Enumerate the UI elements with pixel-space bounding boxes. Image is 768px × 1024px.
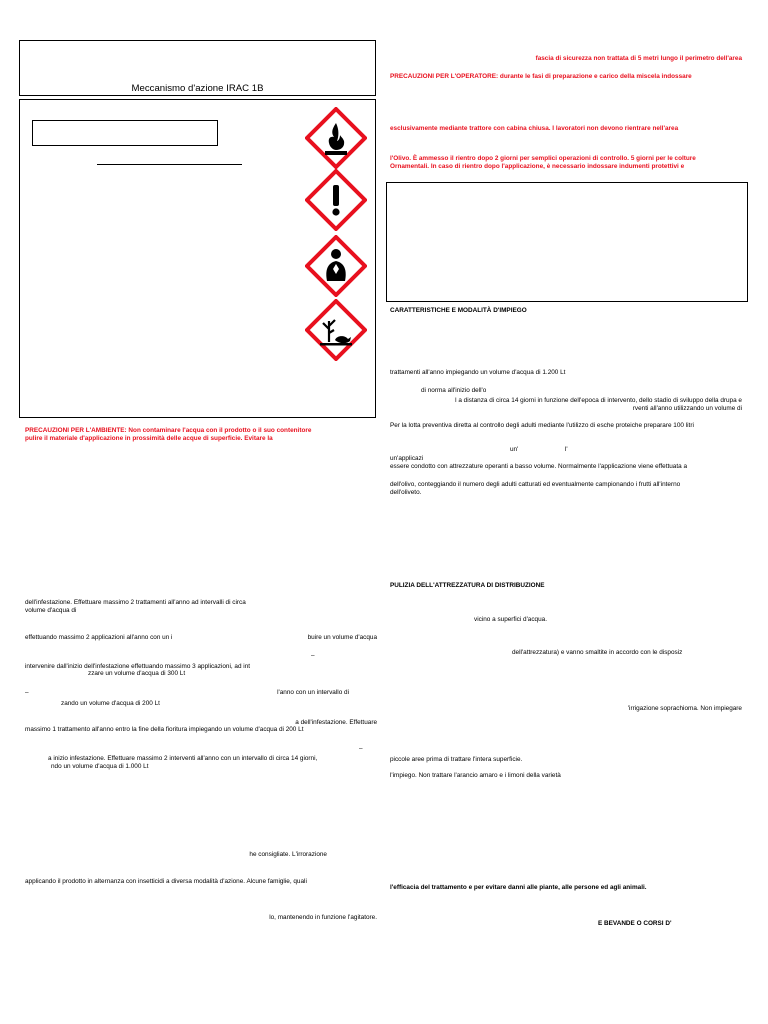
env-precautions-line1: Non contaminare l'acqua con il prodotto o il suo contenitore bbox=[126, 427, 312, 434]
usage-line: di norma all'inizio dell'o bbox=[421, 387, 487, 394]
usage-line: buire un volume d'acqua bbox=[307, 634, 377, 641]
usage-line: – bbox=[359, 745, 363, 752]
usage-line: rventi all'anno utilizzando un volume di bbox=[632, 405, 742, 412]
blank-info-box bbox=[386, 182, 748, 302]
usage-line: un'applicazi bbox=[390, 455, 424, 462]
reentry-line: Ornamentali. In caso di rientro dopo l'applicazione, è necessario indossare indumenti protettivi e bbox=[390, 163, 685, 170]
irac-box bbox=[19, 40, 376, 96]
usage-line: l' bbox=[565, 446, 568, 453]
usage-line: dell'infestazione. Effettuare massimo 2 trattamenti all'anno ad intervalli di circa bbox=[25, 599, 246, 606]
usage-line: effettuando massimo 2 applicazioni all'anno con un i bbox=[25, 634, 173, 641]
irac-title: Meccanismo d'azione IRAC 1B bbox=[131, 83, 264, 94]
operator-precautions bbox=[390, 73, 742, 81]
pulizia-line: l'impiego. Non trattare l'arancio amaro e i limoni della varietà bbox=[390, 772, 561, 779]
health-hazard-icon bbox=[305, 235, 367, 297]
usage-line: dell'oliveto. bbox=[390, 489, 422, 496]
usage-line: l a distanza di circa 14 giorni in funzione dell'epoca di intervento, dello stadio di sviluppo della drupa e bbox=[455, 397, 742, 404]
usage-line: essere condotto con attrezzature operanti a basso volume. Normalmente l'applicazione viene effettuata a bbox=[390, 463, 688, 470]
usage-line: intervenire dall'inizio dell'infestazione effettuando massimo 3 applicazioni, ad int bbox=[25, 663, 251, 670]
usage-line: a dell'infestazione. Effettuare bbox=[295, 719, 377, 726]
bottom-line: applicando il prodotto in alternanza con insetticidi a diversa modalità d'azione. Alcune famiglie, quali bbox=[25, 878, 307, 885]
usage-line: a inizio infestazione. Effettuare massimo 2 interventi all'anno con un intervallo di circa 14 giorni, bbox=[48, 755, 318, 762]
usage-line: massimo 1 trattamento all'anno entro la fine della fioritura impiegando un volume d'acqua di 200 Lt bbox=[25, 726, 304, 733]
pulizia-line: 'irrigazione soprachioma. Non impiegare bbox=[627, 705, 742, 712]
pulizia-line: piccole aree prima di trattare l'intera superficie. bbox=[390, 756, 523, 763]
env-precautions-label: PRECAUZIONI PER L'AMBIENTE: bbox=[25, 427, 127, 434]
signature-line bbox=[97, 164, 242, 165]
product-name-box bbox=[32, 120, 218, 146]
pulizia-heading: PULIZIA DELL'ATTREZZATURA DI DISTRIBUZIONE bbox=[390, 582, 545, 589]
operator-precautions-text: durante le fasi di preparazione e carico della miscela indossare bbox=[498, 73, 692, 80]
usage-line: l'anno con un intervallo di bbox=[277, 689, 349, 696]
usage-line: ndo un volume d'acqua di 1.000 Lt bbox=[51, 763, 149, 770]
flame-icon bbox=[305, 107, 367, 169]
bottom-line: lo, mantenendo in funzione l'agitatore. bbox=[269, 914, 377, 921]
usage-line: zando un volume d'acqua di 200 Lt bbox=[61, 700, 160, 707]
pulizia-line: dell'attrezzatura) e vanno smaltite in accordo con le disposiz bbox=[512, 649, 683, 656]
usage-line: Per la lotta preventiva diretta al controllo degli adulti mediante l'utilizzo di esche proteiche preparare 100 litri bbox=[390, 422, 694, 429]
exclamation-icon bbox=[305, 169, 367, 231]
usage-line: volume d'acqua di bbox=[25, 607, 77, 614]
bevande-line: E BEVANDE O CORSI D' bbox=[598, 920, 672, 927]
bottom-line: he consigliate. L'irrorazione bbox=[249, 851, 327, 858]
caratteristiche-heading: CARATTERISTICHE E MODALITÀ D'IMPIEGO bbox=[390, 307, 527, 314]
usage-line: – bbox=[25, 689, 29, 696]
usage-line: trattamenti all'anno impiegando un volume d'acqua di 1.200 Lt bbox=[390, 369, 566, 376]
reentry-line: esclusivamente mediante trattore con cabina chiusa. I lavoratori non devono rientrare nell'area bbox=[390, 125, 679, 132]
env-precautions-line2: pulire il materiale d'applicazione in prossimità delle acque di superficie. Evitare la bbox=[25, 435, 273, 442]
env-precautions bbox=[25, 427, 375, 443]
operator-precautions-label: PRECAUZIONI PER L'OPERATORE: bbox=[390, 73, 499, 80]
environment-icon bbox=[305, 299, 367, 361]
usage-line: – bbox=[311, 652, 315, 659]
label-panel bbox=[19, 99, 376, 418]
usage-line: un' bbox=[510, 446, 519, 453]
efficacia-line: l'efficacia del trattamento e per evitare danni alle piante, alle persone ed agli animali. bbox=[390, 884, 647, 891]
usage-line: zzare un volume d'acqua di 300 Lt bbox=[88, 670, 186, 677]
usage-line: dell'olivo, conteggiando il numero degli adulti catturati ed eventualmente campionando i frutti all'interno bbox=[390, 481, 681, 488]
pulizia-line: vicino a superfici d'acqua. bbox=[474, 616, 547, 623]
safety-strip-line: fascia di sicurezza non trattata di 5 metri lungo il perimetro dell'area bbox=[535, 55, 742, 62]
reentry-line: l'Olivo. È ammesso il rientro dopo 2 giorni per semplici operazioni di controllo. 5 giorni per le colture bbox=[390, 155, 696, 162]
